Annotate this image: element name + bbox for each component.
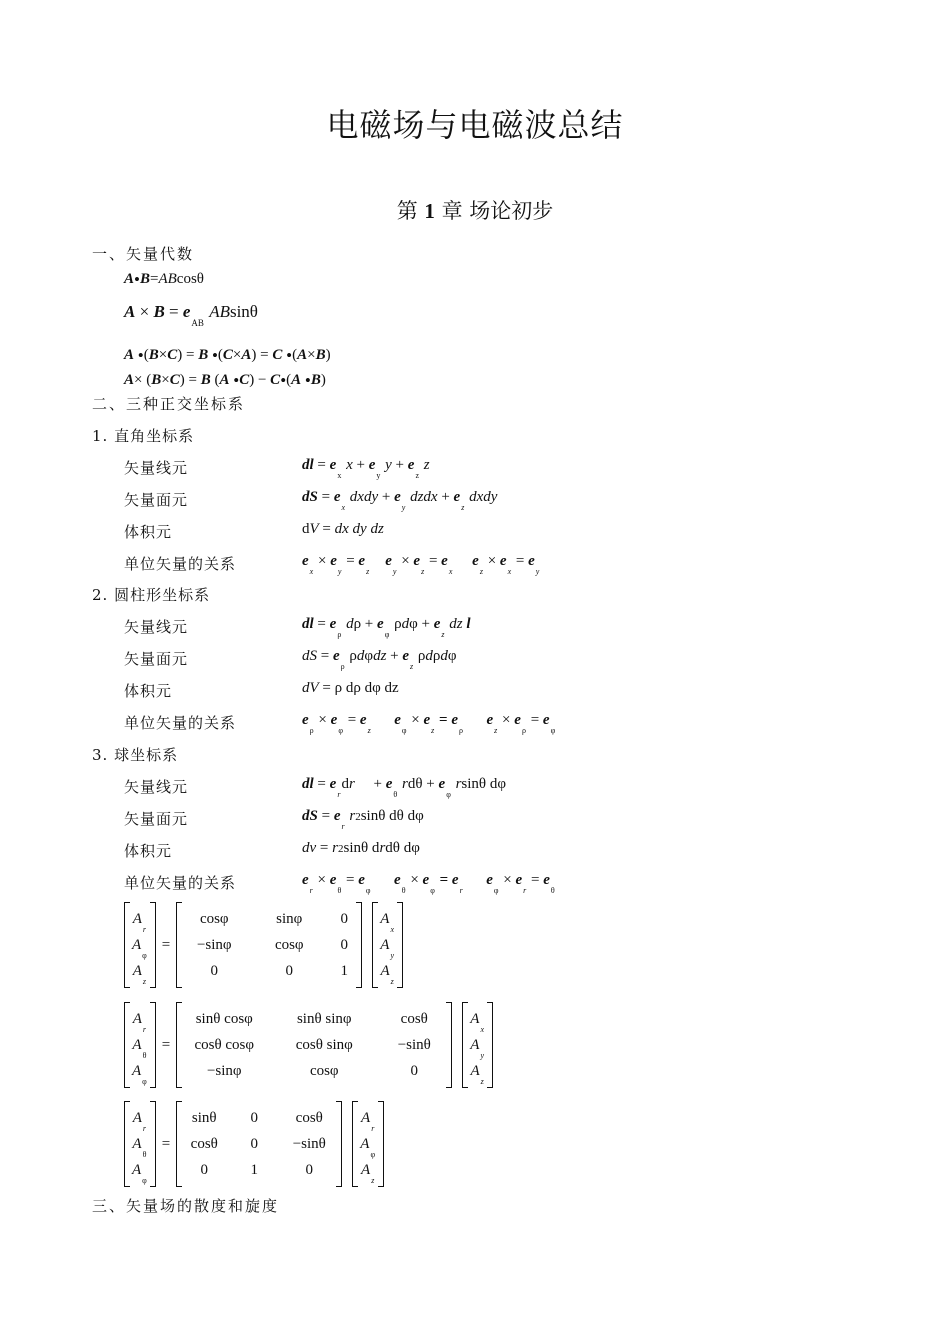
matrix3-rhs-vector: $A_r$ $A_\varphi$ $A_z$ <box>352 1101 384 1187</box>
section-heading-coordinates: 二、三种正交坐标系 <box>92 395 246 413</box>
formula-cross-product: $A \times B = e_{AB}$ ABsinθ <box>124 302 258 328</box>
label-cartesian-volume-element: 体积元 <box>124 523 173 541</box>
matrix2-rhs-vector: $A_x$ $A_y$ $A_z$ <box>462 1002 493 1088</box>
formula-spherical-unit-vectors: $e_r \times e_\theta = e_\varphi$ $e_\theta \times e_\varphi = e_r$ $e_\varphi \times e_r = e_\theta$ <box>302 872 555 895</box>
chapter-prefix: 第 <box>396 199 418 223</box>
formula-cartesian-line-element: dl = $e_x$ $x + e_y$ $y + e_z$ z <box>302 457 430 480</box>
matrix-equation-spherical-cartesian: $A_r$ $A_\theta$ $A_\varphi$ = sinθ cosφ sinθ sinφ cosθ cosθ cosφ cosθ sinφ −sinθ −sinφ cosφ 0 $A_x$ $A_y$ $A_z$ <box>124 1002 493 1088</box>
matrix2-transform-matrix: sinθ cosφ sinθ sinφ cosθ cosθ cosφ cosθ sinφ −sinθ −sinφ cosφ 0 <box>176 1002 452 1088</box>
label-cylindrical-surface-element: 矢量面元 <box>124 650 189 668</box>
formula-dot-product: A•B=ABcosθ <box>124 270 204 289</box>
chapter-number: 1 <box>424 199 435 223</box>
matrix-equation-spherical-cylindrical: $A_r$ $A_\theta$ $A_\varphi$ = sinθ 0 cosθ cosθ 0 −sinθ 0 1 0 $A_r$ $A_\varphi$ $A_z$ <box>124 1101 384 1187</box>
label-spherical-surface-element: 矢量面元 <box>124 810 189 828</box>
matrix2-lhs-vector: $A_r$ $A_\theta$ $A_\varphi$ <box>124 1002 156 1088</box>
section-heading-vector-algebra: 一、矢量代数 <box>92 245 195 263</box>
subsection-cartesian: 1. 直角坐标系 <box>92 427 195 445</box>
label-spherical-unit-vectors: 单位矢量的关系 <box>124 874 237 892</box>
label-cylindrical-unit-vectors: 单位矢量的关系 <box>124 714 237 732</box>
label-cartesian-unit-vectors: 单位矢量的关系 <box>124 555 237 573</box>
matrix1-transform-matrix: cosφ sinφ 0 −sinφ cosφ 0 0 0 1 <box>176 902 362 988</box>
formula-cartesian-unit-vectors: $e_x \times e_y = e_z$ $e_y \times e_z = e_x$ $e_z \times e_x = e_y$ <box>302 553 540 576</box>
label-cylindrical-line-element: 矢量线元 <box>124 618 189 636</box>
matrix3-lhs-vector: $A_r$ $A_\theta$ $A_\varphi$ <box>124 1101 156 1187</box>
matrix3-transform-matrix: sinθ 0 cosθ cosθ 0 −sinθ 0 1 0 <box>176 1101 342 1187</box>
label-spherical-volume-element: 体积元 <box>124 842 173 860</box>
document-title: 电磁场与电磁波总结 <box>326 106 624 144</box>
chapter-title: 章 场论初步 <box>441 199 554 223</box>
formula-spherical-surface-element: dS = $e_r$ r2sinθ dθ dφ <box>302 808 424 831</box>
formula-cylindrical-volume-element: dV = ρ dρ dφ dz <box>302 680 399 696</box>
subsection-cylindrical: 2. 圆柱形坐标系 <box>92 586 211 604</box>
matrix1-rhs-vector: $A_x$ $A_y$ $A_z$ <box>372 902 403 988</box>
matrix1-lhs-vector: $A_r$ $A_\varphi$ $A_z$ <box>124 902 156 988</box>
subsection-spherical: 3. 球坐标系 <box>92 746 179 764</box>
formula-spherical-line-element: dl = $e_rdr$ + $e_\theta$ $rd\theta + e_\varphi$ rsinθ dφ <box>302 776 507 799</box>
label-cartesian-line-element: 矢量线元 <box>124 459 189 477</box>
matrix-equation-cylindrical: $A_r$ $A_\varphi$ $A_z$ = cosφ sinφ 0 −sinφ cosφ 0 0 0 1 $A_x$ $A_y$ $A_z$ <box>124 902 403 988</box>
formula-cylindrical-surface-element: dS = $e_\rho$ $\rho d\varphi dz + e_z$ ρdρdφ <box>302 648 457 671</box>
label-cartesian-surface-element: 矢量面元 <box>124 491 189 509</box>
formula-cartesian-surface-element: dS = $e_x$ dxdy + $e_y$ dzdx + $e_z$ dxdy <box>302 489 498 512</box>
formula-cartesian-volume-element: dV = dx dy dz <box>302 521 384 537</box>
formula-spherical-volume-element: dv = r2sinθ drdθ dφ <box>302 840 420 856</box>
chapter-heading <box>0 195 950 225</box>
formula-cylindrical-unit-vectors: $e_\rho \times e_\varphi = e_z$ $e_\varphi \times e_z = e_\rho$ $e_z \times e_\rho = e_\varphi$ <box>302 712 556 735</box>
section-heading-divergence-curl: 三、矢量场的散度和旋度 <box>92 1197 280 1215</box>
formula-triple-vector: A× (B×C) = B (A •C) − C•(A •B) <box>124 371 326 390</box>
label-cylindrical-volume-element: 体积元 <box>124 682 173 700</box>
label-spherical-line-element: 矢量线元 <box>124 778 189 796</box>
formula-cylindrical-line-element: dl = $e_\rho$ $d\rho + e_\varphi$ $\rho d\varphi + e_z$ dz l <box>302 616 471 639</box>
formula-triple-scalar: A •(B×C) = B •(C×A) = C •(A×B) <box>124 346 331 365</box>
